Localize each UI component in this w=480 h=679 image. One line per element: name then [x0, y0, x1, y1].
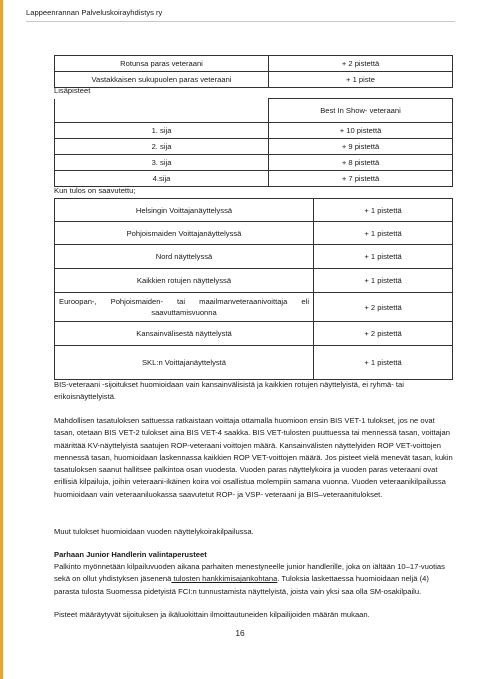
bis-veteran-paragraph: BIS-veteraani -sijoitukset huomioidaan vain kansainvälisistä ja kaikkien rotujen näyttelyistä, ei ryhmä- tai erikoisnäyttelyistä.	[54, 380, 404, 402]
show-points: + 2 pistettä	[314, 293, 453, 322]
show-label: Kansainvälisestä näyttelystä	[55, 322, 314, 346]
table-row	[55, 269, 453, 293]
show-label: Pohjoismaiden Voittajanäyttelyssä	[55, 222, 314, 245]
table-row	[55, 56, 453, 72]
other-results-paragraph: Muut tulokset huomioidaan vuoden näyttelykoirakilpailussa.	[54, 527, 254, 536]
table-row	[55, 123, 453, 139]
left-accent-bar	[0, 0, 3, 679]
show-label-line1: Euroopan-, Pohjoismaiden- tai maailmanveteraanivoittaja eli	[59, 297, 309, 306]
page-number: 16	[235, 628, 245, 638]
placement-points: + 9 pistettä	[269, 139, 453, 155]
placement-label: 3. sija	[55, 155, 269, 171]
table-row	[55, 222, 453, 245]
show-points: + 1 pistettä	[314, 346, 453, 380]
extra-points-label: Lisäpisteet	[54, 86, 91, 95]
show-label-line2: saavuttamisvuonna	[151, 308, 217, 317]
show-points: + 1 pistettä	[314, 245, 453, 269]
show-bonus-table	[54, 198, 453, 380]
table-row	[55, 155, 453, 171]
table-row	[55, 139, 453, 155]
show-points: + 1 pistettä	[314, 269, 453, 293]
junior-handler-heading: Parhaan Junior Handlerin valintaperusteet	[54, 550, 207, 559]
placement-points: + 10 pistettä	[269, 123, 453, 139]
table-row	[55, 346, 453, 380]
show-points: + 1 pistettä	[314, 199, 453, 222]
placement-points: + 8 pistettä	[269, 155, 453, 171]
when-achieved-label: Kun tulos on saavutettu;	[54, 186, 136, 195]
bis-veteran-table	[54, 98, 453, 187]
show-label: Helsingin Voittajanäyttelyssä	[55, 199, 314, 222]
bis-veteran-header: Best In Show- veteraani	[269, 99, 453, 123]
header-rule	[26, 21, 455, 22]
table-row	[55, 72, 453, 88]
tiebreak-paragraph: Mahdollisen tasatuloksen sattuessa ratkaistaan voittaja ottamalla huomioon ensin BIS VET-1 tulokset, jos ne ovat tasan, otetaan BIS VET-2 tulokset aina BIS VET-4 saakka. BIS VET-tulosten puuttuessa tai mennessä tasan, voittajan määrittää KV-näyttelyistä saatujen ROP-veteraani voittojen määrä. Kansainvälisten näyttelyiden ROP VET-voittojen mennessä tasan, huomioidaan laskennassa kaikkien ROP VET-voittojen määrä. Jos pisteet vielä menevät tasan, kukin tasatuloksen saanut hallitsee palkintoa osan vuodesta. Vuoden paras näyttelykoira ja vuoden paras veteraani ovat erillisiä kilpailuja, joihin veteraani-ikäinen koira voi osallistua molempiin samana vuonna. Vuoden veteraanikilpailussa huomioidaan vain veteraaniluokassa saavutetut ROP- ja VSP- veteraani ja BIS–veteraanitulokset.	[54, 416, 453, 499]
show-label: Nord näyttelyssä	[55, 245, 314, 269]
show-points: + 1 pistettä	[314, 222, 453, 245]
show-label	[55, 293, 314, 322]
table-header-row	[55, 99, 453, 123]
row-points: + 2 pistettä	[269, 56, 453, 72]
row-label: Rotunsa paras veteraani	[55, 56, 269, 72]
row-label: Vastakkaisen sukupuolen paras veteraani	[55, 72, 269, 88]
table-row	[55, 322, 453, 346]
table-row	[55, 245, 453, 269]
show-label: Kaikkien rotujen näyttelyssä	[55, 269, 314, 293]
table-row	[55, 293, 453, 322]
org-header: Lappeenrannan Palveluskoirayhdistys ry	[26, 8, 163, 17]
show-label: SKL:n Voittajanäyttelystä	[55, 346, 314, 380]
empty-cell	[55, 99, 269, 123]
placement-label: 2. sija	[55, 139, 269, 155]
scoring-paragraph: Pisteet määräytyvät sijoituksen ja ikäluokittain ilmoittautuneiden kilpailijoiden määrän mukaan.	[54, 610, 370, 619]
junior-text-end: . Tuloksia laskettaessa huomioidaan neljä (4) parasta tulosta Suomessa pidetyistä FCI:n tunnustamista näyttelyistä, joista vain yksi saa olla SM-osakilpailu.	[54, 574, 429, 596]
placement-label: 4.sija	[55, 171, 269, 187]
placement-label: 1. sija	[55, 123, 269, 139]
placement-points: + 7 pistettä	[269, 171, 453, 187]
row-points: + 1 piste	[269, 72, 453, 88]
junior-text-start: Palkinto myönnetään kilpailuvuoden aikana parhaiten menestyneelle junior handlerille, joka on iältään 10–17-vuotias sekä on ollut yhdistyksen jäsenenä	[54, 562, 445, 584]
show-points: + 2 pistettä	[314, 322, 453, 346]
membership-period-underlined: tulosten hankkimisajankohtana	[171, 574, 278, 584]
veteran-points-table	[54, 55, 453, 88]
junior-handler-paragraph	[54, 561, 456, 598]
table-row	[55, 199, 453, 222]
table-row	[55, 171, 453, 187]
